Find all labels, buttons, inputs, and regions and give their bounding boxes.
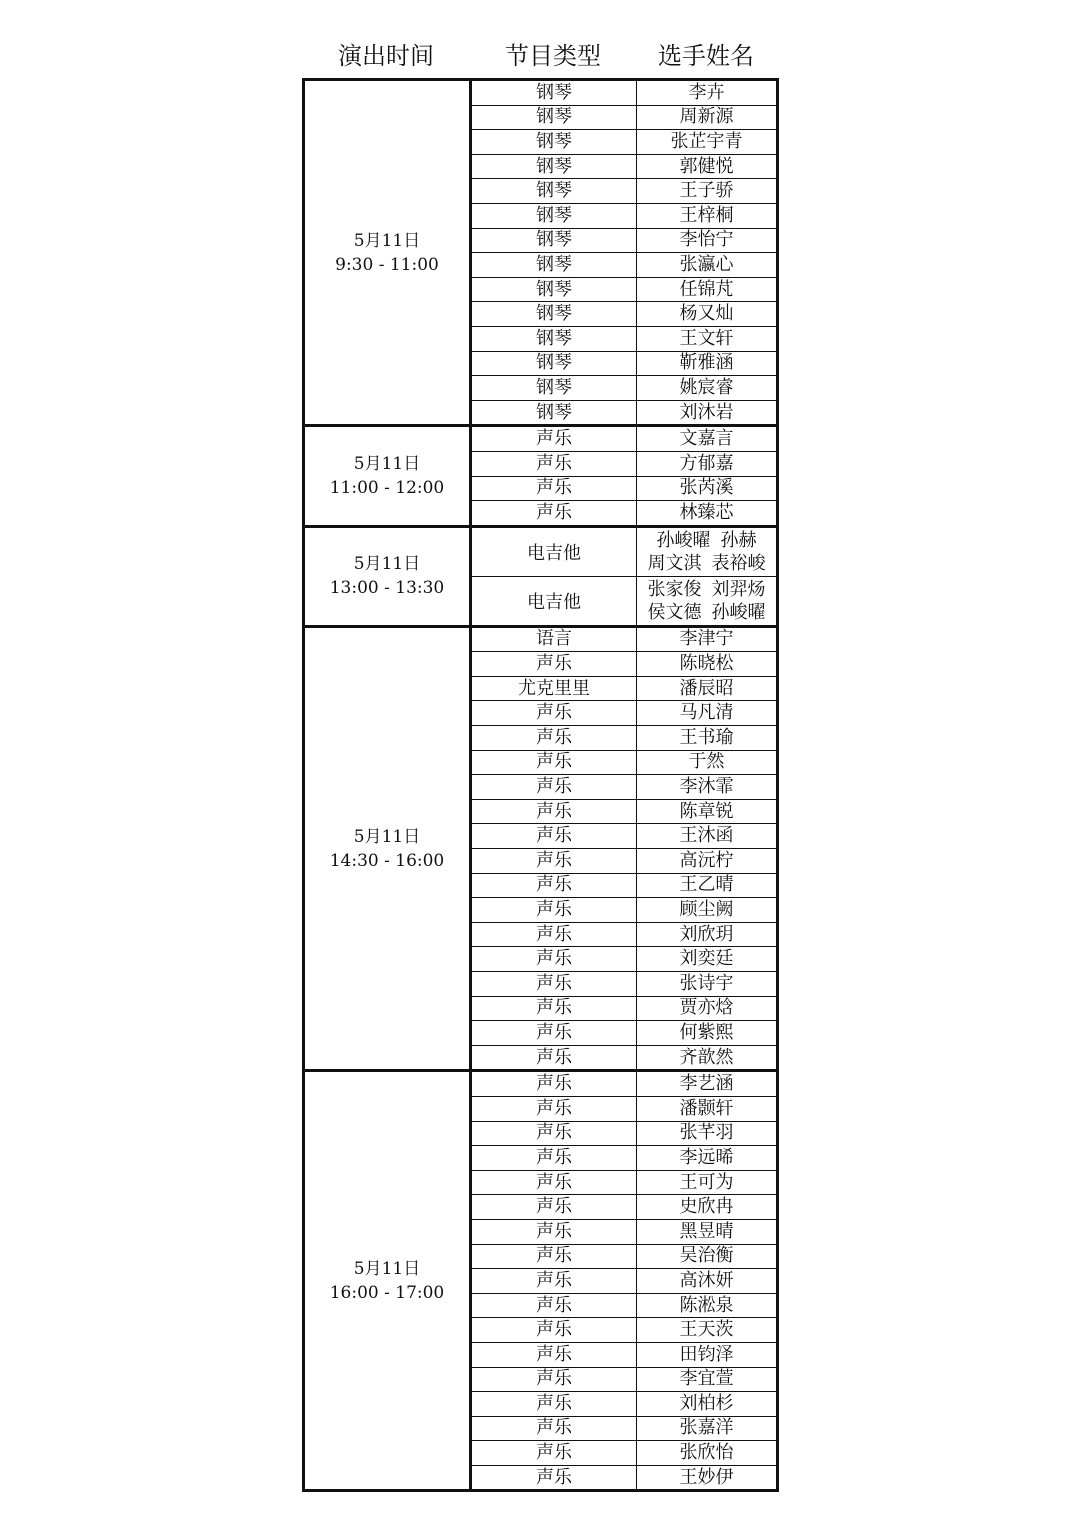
performer-name-cell: 文嘉言	[637, 426, 778, 452]
performer-name-cell: 吴治衡	[637, 1244, 778, 1269]
performer-name-cell: 林臻芯	[637, 501, 778, 527]
program-type-cell: 声乐	[471, 1416, 637, 1441]
performer-name-cell: 姚宸睿	[637, 376, 778, 401]
program-type-cell: 声乐	[471, 1146, 637, 1171]
program-type-cell: 声乐	[471, 476, 637, 501]
performer-names-line	[637, 601, 776, 624]
performer-name-cell: 王乙晴	[637, 873, 778, 898]
table-row	[304, 1071, 778, 1097]
program-type-cell: 钢琴	[471, 203, 637, 228]
header-performer-name: 选手姓名	[658, 42, 754, 70]
performer-name-cell: 周新源	[637, 105, 778, 130]
program-type-cell: 声乐	[471, 1342, 637, 1367]
program-type-cell: 声乐	[471, 501, 637, 527]
performance-time-range: 16:00 - 17:00	[329, 1282, 445, 1303]
performer-name-cell: 史欣冉	[637, 1195, 778, 1220]
performer-name-cell: 顾尘阙	[637, 898, 778, 923]
performer-name-cell: 张芮溪	[637, 476, 778, 501]
performer-name-cell: 王沐函	[637, 824, 778, 849]
performer-name: 孙赫	[720, 529, 757, 551]
performer-name-cell: 贾亦焓	[637, 996, 778, 1021]
performer-name-cell: 陈淞泉	[637, 1293, 778, 1318]
program-type-cell: 声乐	[471, 750, 637, 775]
time-slot-cell	[304, 626, 471, 1071]
performer-name-cell: 李沐霏	[637, 775, 778, 800]
program-type-cell: 声乐	[471, 898, 637, 923]
performer-name-cell: 王文轩	[637, 326, 778, 351]
performer-name-cell: 张芊羽	[637, 1121, 778, 1146]
program-type-cell: 声乐	[471, 799, 637, 824]
program-type-cell: 声乐	[471, 426, 637, 452]
program-type-cell: 声乐	[471, 849, 637, 874]
performance-date: 5月11日	[353, 1258, 421, 1279]
program-type-cell: 声乐	[471, 1318, 637, 1343]
performer-name-cell: 张瀛心	[637, 253, 778, 278]
program-type-cell: 声乐	[471, 1195, 637, 1220]
program-type-cell: 声乐	[471, 652, 637, 677]
table-row	[304, 626, 778, 652]
performer-name-cell: 何紫熙	[637, 1021, 778, 1046]
table-row	[304, 80, 778, 106]
performer-name-cell: 王梓桐	[637, 203, 778, 228]
program-type-cell: 声乐	[471, 701, 637, 726]
program-type-cell: 钢琴	[471, 253, 637, 278]
performer-name-cell: 刘奕廷	[637, 947, 778, 972]
performer-name-cell: 李远晞	[637, 1146, 778, 1171]
time-slot-cell	[304, 1071, 471, 1491]
performer-names-line	[637, 578, 776, 601]
program-type-cell: 钢琴	[471, 105, 637, 130]
program-type-cell: 声乐	[471, 972, 637, 997]
time-slot-cell	[304, 526, 471, 626]
performance-date: 5月11日	[353, 826, 421, 847]
program-type-cell: 声乐	[471, 1244, 637, 1269]
performer-name-cell: 刘欣玥	[637, 922, 778, 947]
performer-name-cell: 杨又灿	[637, 302, 778, 327]
program-type-cell: 钢琴	[471, 326, 637, 351]
performer-name-cell: 李卉	[637, 80, 778, 106]
program-type-cell: 声乐	[471, 775, 637, 800]
performer-name: 表裕峻	[711, 552, 766, 574]
program-type-cell: 钢琴	[471, 179, 637, 204]
table-row	[304, 426, 778, 452]
program-type-cell: 声乐	[471, 1269, 637, 1294]
performer-name-cell: 靳雅涵	[637, 351, 778, 376]
performer-name-cell: 高沅柠	[637, 849, 778, 874]
performance-schedule-table	[302, 78, 779, 1492]
performance-time-range: 9:30 - 11:00	[335, 254, 439, 275]
header-program-type: 节目类型	[505, 42, 601, 70]
performer-name-cell: 陈晓松	[637, 652, 778, 677]
performer-name: 侯文德	[647, 601, 702, 623]
performer-name-cell: 张诗宇	[637, 972, 778, 997]
table-row	[304, 526, 778, 576]
performer-name: 孙峻曜	[711, 601, 766, 623]
header-performance-time: 演出时间	[338, 42, 434, 70]
program-type-cell: 声乐	[471, 947, 637, 972]
program-type-cell: 语言	[471, 626, 637, 652]
performer-names-line	[637, 552, 776, 575]
program-type-cell: 钢琴	[471, 154, 637, 179]
performance-time-range: 13:00 - 13:30	[329, 578, 445, 599]
program-type-cell: 声乐	[471, 996, 637, 1021]
performer-name-cell	[637, 526, 778, 576]
performer-name-cell: 王子骄	[637, 179, 778, 204]
performer-name-cell: 齐歆然	[637, 1045, 778, 1071]
performer-name-cell: 黑昱晴	[637, 1219, 778, 1244]
performer-name-cell: 王书瑜	[637, 726, 778, 751]
schedule-body	[304, 80, 778, 1491]
performer-name-cell: 高沐妍	[637, 1269, 778, 1294]
performer-name-cell: 任锦芃	[637, 277, 778, 302]
performer-name-cell: 刘沐岩	[637, 400, 778, 426]
program-type-cell: 声乐	[471, 824, 637, 849]
program-type-cell: 声乐	[471, 726, 637, 751]
performer-name-cell: 潘颢轩	[637, 1096, 778, 1121]
performer-name-cell: 王妙伊	[637, 1465, 778, 1491]
program-type-cell: 钢琴	[471, 351, 637, 376]
performer-name: 刘羿炀	[711, 578, 766, 600]
table-header-row	[302, 38, 776, 74]
program-type-cell: 声乐	[471, 1441, 637, 1466]
performer-name-cell: 潘辰昭	[637, 676, 778, 701]
performer-name-cell: 刘柏杉	[637, 1392, 778, 1417]
program-type-cell: 声乐	[471, 1293, 637, 1318]
performer-name-cell: 王天茨	[637, 1318, 778, 1343]
performer-name-cell: 张嘉洋	[637, 1416, 778, 1441]
performer-name-cell: 王可为	[637, 1170, 778, 1195]
performer-name-cell: 于然	[637, 750, 778, 775]
program-type-cell: 声乐	[471, 1021, 637, 1046]
time-slot-cell	[304, 426, 471, 526]
program-type-cell: 钢琴	[471, 302, 637, 327]
program-type-cell: 声乐	[471, 1170, 637, 1195]
performance-date: 5月11日	[353, 230, 421, 251]
program-type-cell: 钢琴	[471, 277, 637, 302]
program-type-cell: 钢琴	[471, 228, 637, 253]
performer-name-cell: 田钧泽	[637, 1342, 778, 1367]
performer-name: 张家俊	[647, 578, 702, 600]
program-type-cell: 电吉他	[471, 526, 637, 576]
performer-name-cell: 李怡宁	[637, 228, 778, 253]
program-type-cell: 声乐	[471, 1045, 637, 1071]
performance-date: 5月11日	[353, 554, 421, 575]
program-type-cell: 尤克里里	[471, 676, 637, 701]
program-type-cell: 电吉他	[471, 576, 637, 626]
program-type-cell: 钢琴	[471, 376, 637, 401]
performer-names-line	[637, 529, 776, 552]
program-type-cell: 声乐	[471, 1121, 637, 1146]
program-type-cell: 声乐	[471, 1096, 637, 1121]
performer-name-cell: 马凡清	[637, 701, 778, 726]
program-type-cell: 钢琴	[471, 130, 637, 155]
time-slot-cell	[304, 80, 471, 426]
program-type-cell: 声乐	[471, 1367, 637, 1392]
performer-name-cell: 方郁嘉	[637, 451, 778, 476]
performer-name-cell	[637, 576, 778, 626]
program-type-cell: 钢琴	[471, 400, 637, 426]
performer-name-cell: 李艺涵	[637, 1071, 778, 1097]
performer-name-cell: 李津宁	[637, 626, 778, 652]
performance-time-range: 11:00 - 12:00	[329, 478, 445, 498]
performer-name-cell: 陈章锐	[637, 799, 778, 824]
performer-name: 周文淇	[647, 552, 702, 574]
performer-name-cell: 李宜萱	[637, 1367, 778, 1392]
program-type-cell: 声乐	[471, 451, 637, 476]
performance-date: 5月11日	[353, 454, 421, 474]
program-type-cell: 声乐	[471, 1465, 637, 1491]
performer-name: 孙峻曜	[656, 529, 711, 551]
performer-name-cell: 郭健悦	[637, 154, 778, 179]
performer-name-cell: 张欣怡	[637, 1441, 778, 1466]
performance-time-range: 14:30 - 16:00	[329, 850, 445, 871]
performer-name-cell: 张芷宇青	[637, 130, 778, 155]
program-type-cell: 钢琴	[471, 80, 637, 106]
program-type-cell: 声乐	[471, 1392, 637, 1417]
program-type-cell: 声乐	[471, 873, 637, 898]
program-type-cell: 声乐	[471, 1219, 637, 1244]
program-type-cell: 声乐	[471, 922, 637, 947]
program-type-cell: 声乐	[471, 1071, 637, 1097]
